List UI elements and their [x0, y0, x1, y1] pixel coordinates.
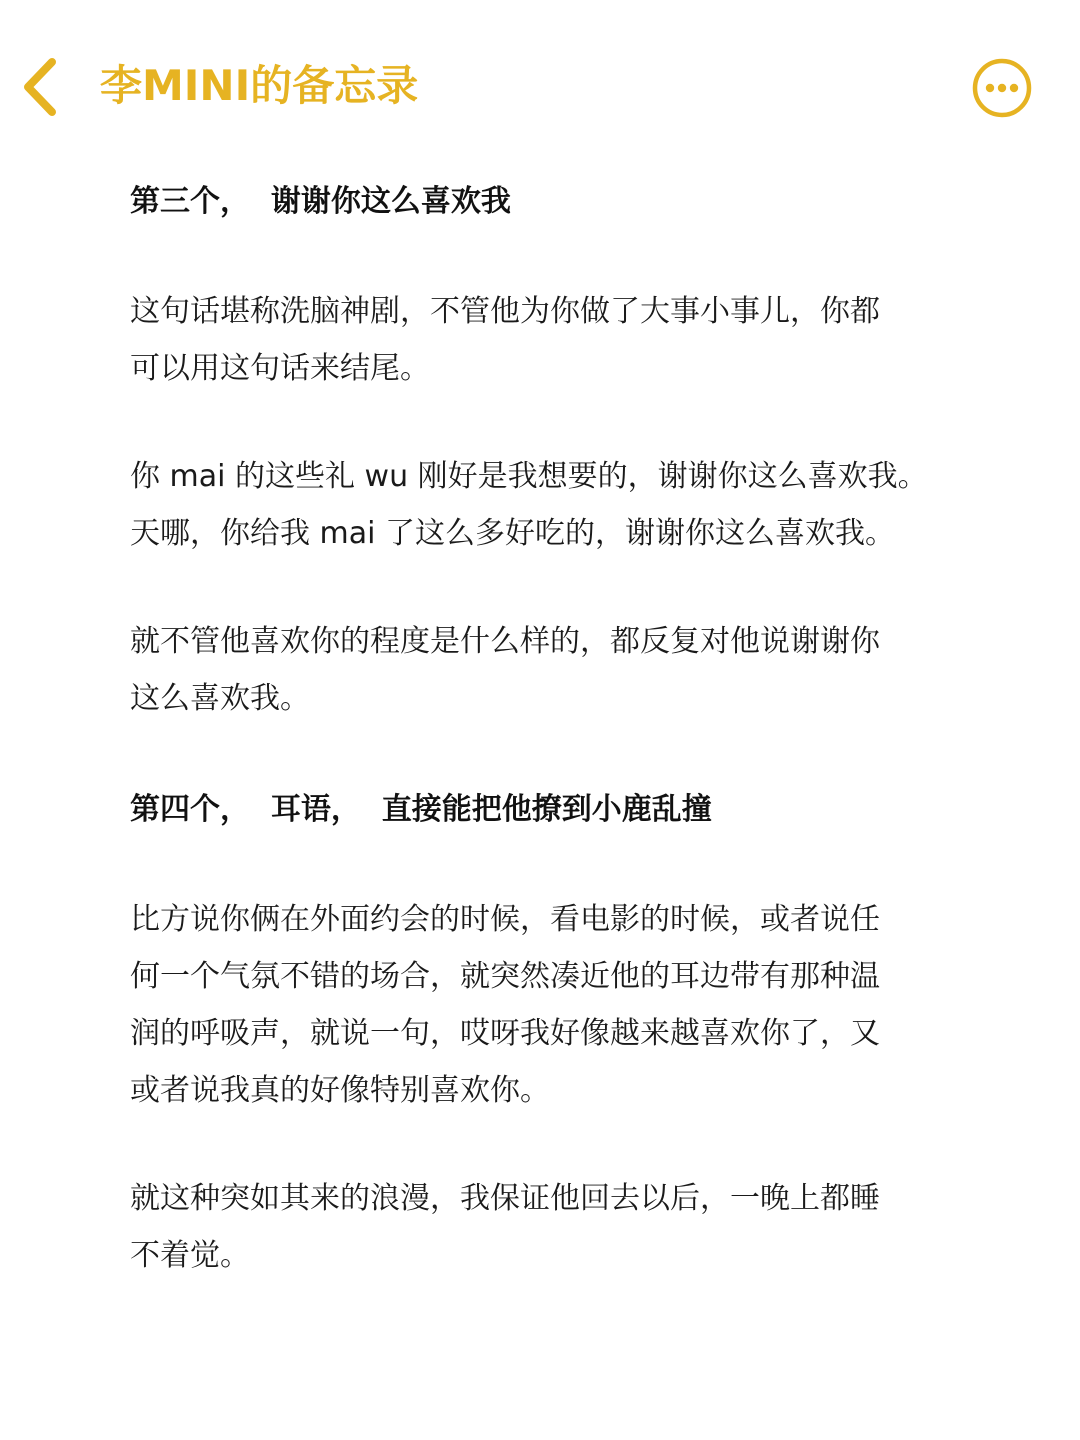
text-line: 就不管他喜欢你的程度是什么样的，都反复对他说谢谢你: [130, 624, 880, 659]
text-line: 这句话堪称洗脑神剧，不管他为你做了大事小事儿，你都: [130, 294, 880, 329]
text-line: 何一个气氛不错的场合，就突然凑近他的耳边带有那种温: [130, 959, 880, 994]
paragraph-1: [130, 283, 1030, 397]
section-heading-4: 第四个， 耳语， 直接能把他撩到小鹿乱撞: [130, 792, 712, 827]
paragraph-5: [130, 1170, 1030, 1284]
text-line: 天哪，你给我 mai 了这么多好吃的，谢谢你这么喜欢我。: [130, 516, 896, 551]
note-body[interactable]: [130, 170, 1030, 1284]
back-button[interactable]: [14, 52, 70, 122]
navigation-bar: [0, 0, 1080, 170]
text-line: 可以用这句话来结尾。: [130, 351, 430, 386]
chevron-left-icon: [14, 52, 70, 122]
section-heading-3: 第三个， 谢谢你这么喜欢我: [130, 184, 511, 219]
more-options-button[interactable]: [970, 56, 1034, 120]
paragraph-2: [130, 448, 1030, 562]
paragraph-3: [130, 613, 1030, 727]
text-line: 就这种突如其来的浪漫，我保证他回去以后，一晚上都睡: [130, 1181, 880, 1216]
text-line: 不着觉。: [130, 1238, 250, 1273]
more-horizontal-icon: [970, 56, 1034, 120]
page-title: 李MINI的备忘录: [100, 61, 419, 110]
text-line: 比方说你俩在外面约会的时候，看电影的时候，或者说任: [130, 902, 880, 937]
text-line: 这么喜欢我。: [130, 681, 310, 716]
paragraph-4: [130, 891, 1030, 1119]
text-line: 或者说我真的好像特别喜欢你。: [130, 1073, 550, 1108]
text-line: 你 mai 的这些礼 wu 刚好是我想要的，谢谢你这么喜欢我。: [130, 459, 928, 494]
text-line: 润的呼吸声，就说一句，哎呀我好像越来越喜欢你了，又: [130, 1016, 880, 1051]
